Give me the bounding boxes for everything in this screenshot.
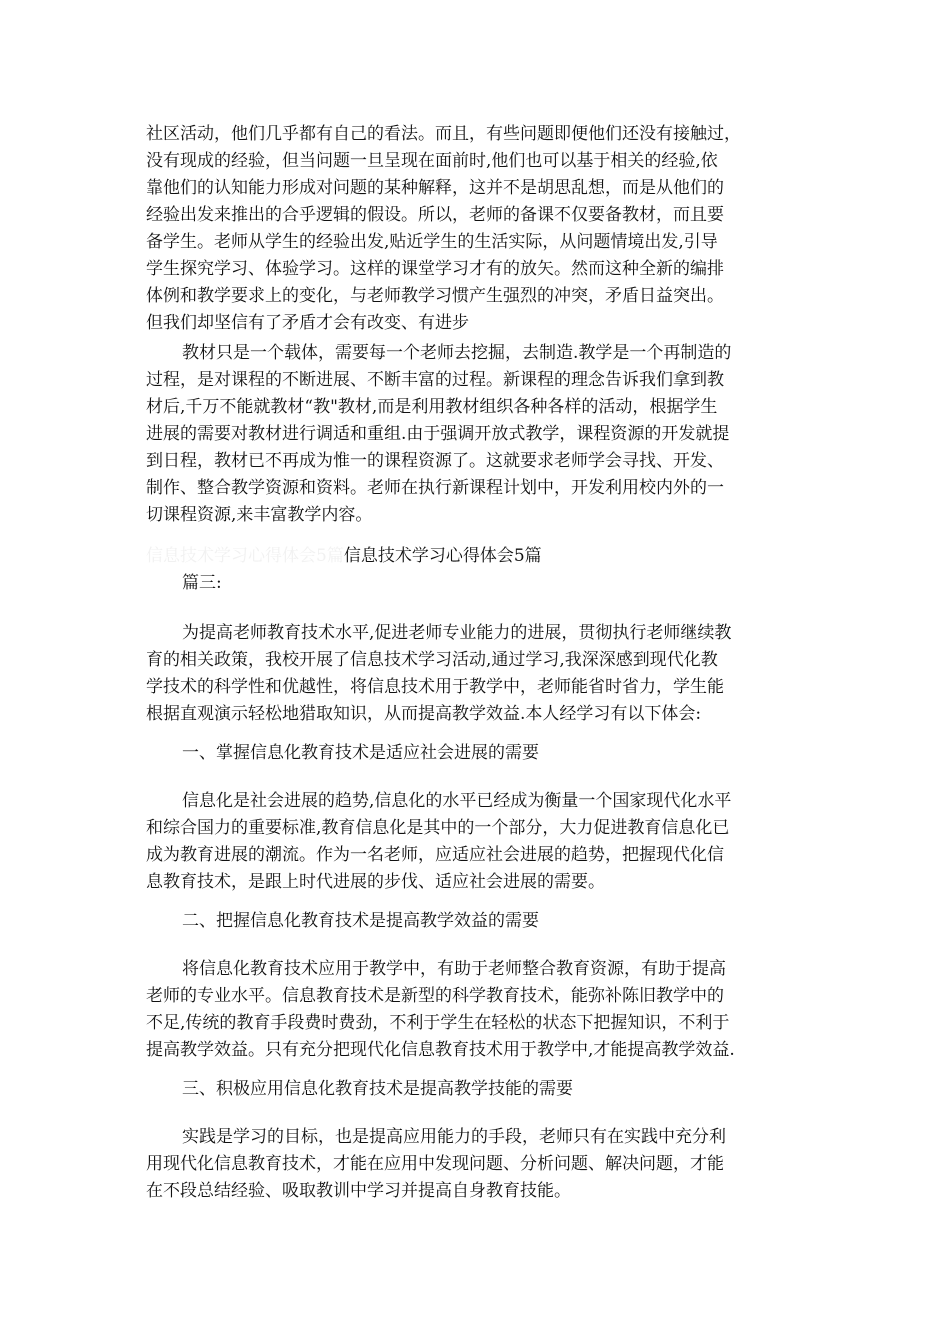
text-line: 材后,千万不能就教材“教"教材,而是利用教材组织各种各样的活动，根据学生 xyxy=(146,397,718,417)
text-line: 不足,传统的教育手段费时费劲，不利于学生在轻松的状态下把握知识，不利于 xyxy=(146,1013,730,1033)
text-line: 为提高老师教育技术水平,促进老师专业能力的进展，贯彻执行老师继续教 xyxy=(182,623,732,643)
text-line: 提高教学效益。只有充分把现代化信息教育技术用于教学中,才能提高教学效益. xyxy=(146,1040,735,1060)
paragraph-text xyxy=(146,620,818,728)
heading-text: 一、掌握信息化教育技术是适应社会进展的需要 xyxy=(182,743,539,763)
text-line: 信息化是社会进展的趋势,信息化的水平已经成为衡量一个国家现代化水平 xyxy=(182,791,732,811)
text-line: 靠他们的认知能力形成对问题的某种解释，这并不是胡思乱想，而是从他们的 xyxy=(146,178,724,198)
text-line: 根据直观演示轻松地猎取知识，从而提高教学效益.本人经学习有以下体会: xyxy=(146,704,702,724)
document-title xyxy=(146,543,542,570)
paragraph-text xyxy=(146,956,818,1064)
text-line: 学技术的科学性和优越性，将信息技术用于教学中，老师能省时省力，学生能 xyxy=(146,677,724,697)
heading-text: 三、积极应用信息化教育技术是提高教学技能的需要 xyxy=(182,1079,573,1099)
heading-text: 二、把握信息化教育技术是提高教学效益的需要 xyxy=(182,911,539,931)
text-line: 经验出发来推出的合乎逻辑的假设。所以，老师的备课不仅要备教材，而且要 xyxy=(146,205,724,225)
paragraph-teaching-material xyxy=(146,340,818,529)
section-label xyxy=(146,570,818,597)
paragraph-community xyxy=(146,121,818,337)
paragraph-efficiency xyxy=(146,956,818,1064)
heading-one xyxy=(146,740,818,767)
text-line: 教材只是一个载体，需要每一个老师去挖掘，去制造.教学是一个再制造的 xyxy=(182,343,732,363)
text-line: 用现代化信息教育技术，才能在应用中发现问题、分析问题、解决问题，才能 xyxy=(146,1154,724,1174)
text-line: 老师的专业水平。信息教育技术是新型的科学教育技术，能弥补陈旧教学中的 xyxy=(146,986,724,1006)
paragraph-text xyxy=(146,1124,818,1205)
title-text: 信息技术学习心得体会5篇 xyxy=(343,546,542,566)
paragraph-practice xyxy=(146,1124,818,1205)
text-line: 息教育技术，是跟上时代进展的步伐、适应社会进展的需要。 xyxy=(146,872,605,892)
paragraph-text xyxy=(146,788,818,896)
text-line: 实践是学习的目标，也是提高应用能力的手段，老师只有在实践中充分利 xyxy=(182,1127,726,1147)
text-line: 进展的需要对教材进行调适和重组.由于强调开放式教学，课程资源的开发就提 xyxy=(146,424,730,444)
paragraph-informatization xyxy=(146,788,818,896)
text-line: 备学生。老师从学生的经验出发,贴近学生的生活实际，从问题情境出发,引导 xyxy=(146,232,718,252)
paragraph-text xyxy=(146,121,818,337)
text-line: 将信息化教育技术应用于教学中，有助于老师整合教育资源，有助于提高 xyxy=(182,959,726,979)
text-line: 和综合国力的重要标准,教育信息化是其中的一个部分，大力促进教育信息化已 xyxy=(146,818,730,838)
paragraph-intro xyxy=(146,620,818,728)
text-line: 体例和教学要求上的变化，与老师教学习惯产生强烈的冲突，矛盾日益突出。 xyxy=(146,286,724,306)
heading-two xyxy=(146,908,818,935)
text-line: 到日程，教材已不再成为惟一的课程资源了。这就要求老师学会寻找、开发、 xyxy=(146,451,724,471)
text-line: 在不段总结经验、吸取教训中学习并提高自身教育技能。 xyxy=(146,1181,571,1201)
heading-three xyxy=(146,1076,818,1103)
title-watermark: 信息技术学习心得体会5篇 xyxy=(146,546,344,566)
paragraph-text xyxy=(146,340,818,529)
text-line: 学生探究学习、体验学习。这样的课堂学习才有的放矢。然而这种全新的编排 xyxy=(146,259,724,279)
text-line: 社区活动，他们几乎都有自己的看法。而且，有些问题即便他们还没有接触过， xyxy=(146,124,741,144)
text-line: 制作、整合教学资源和资料。老师在执行新课程计划中，开发利用校内外的一 xyxy=(146,478,724,498)
text-line: 成为教育进展的潮流。作为一名老师，应适应社会进展的趋势，把握现代化信 xyxy=(146,845,724,865)
text-line: 育的相关政策，我校开展了信息技术学习活动,通过学习,我深深感到现代化教 xyxy=(146,650,718,670)
text-line: 过程，是对课程的不断进展、不断丰富的过程。新课程的理念告诉我们拿到教 xyxy=(146,370,724,390)
text-line: 没有现成的经验，但当问题一旦呈现在面前时,他们也可以基于相关的经验,依 xyxy=(146,151,718,171)
text-line: 切课程资源,来丰富教学内容。 xyxy=(146,505,373,525)
section-label-text: 篇三: xyxy=(182,573,222,593)
text-line: 但我们却坚信有了矛盾才会有改变、有进步 xyxy=(146,313,469,333)
